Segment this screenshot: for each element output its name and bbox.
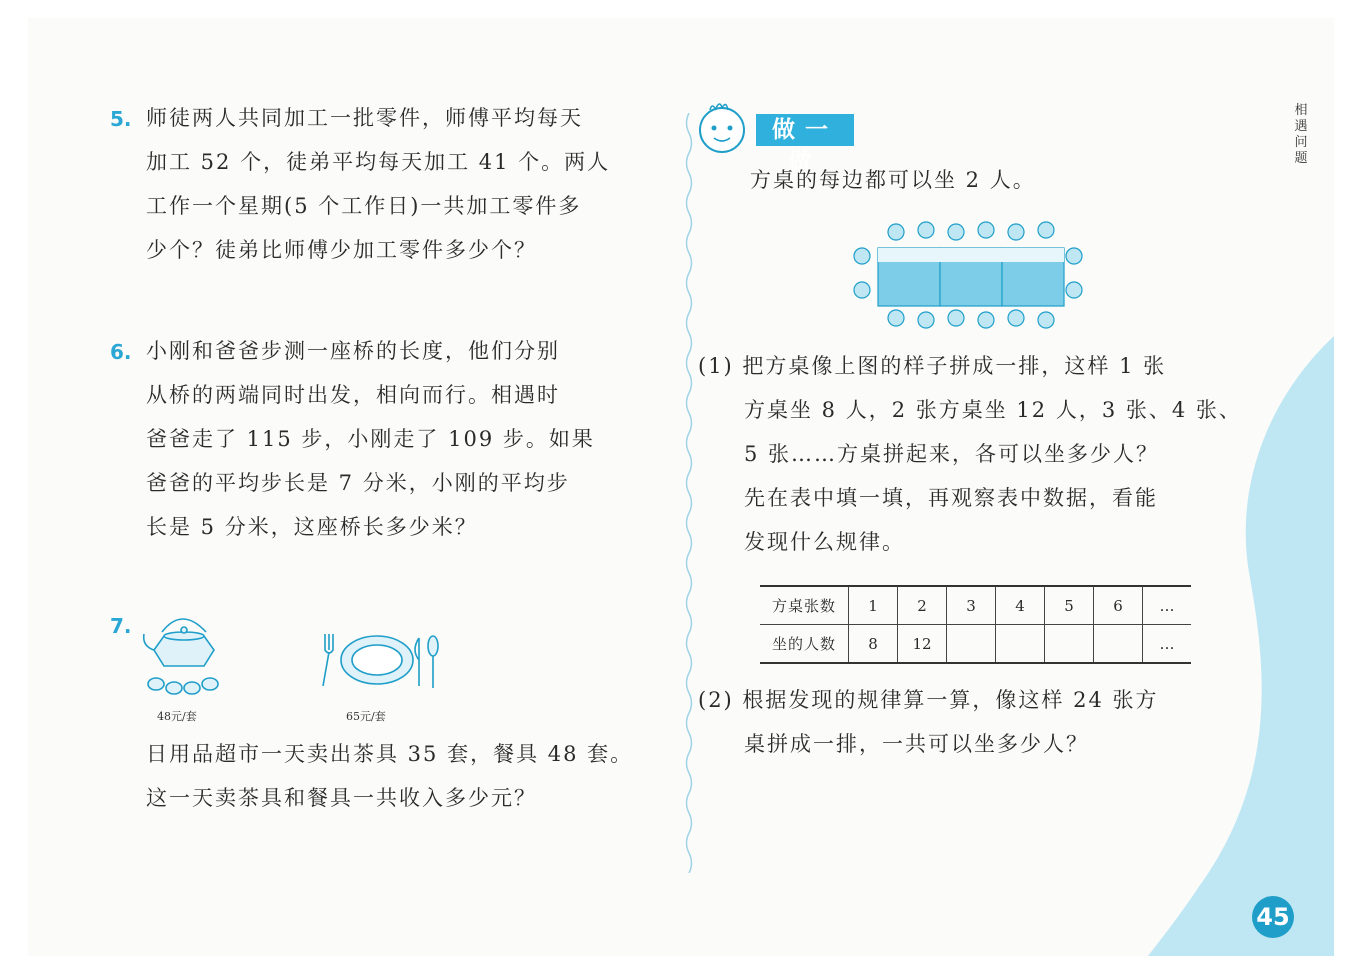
table-cell: … <box>1143 586 1192 625</box>
activity-part-2: (2) 根据发现的规律算一算，像这样 24 张方 桌拼成一排，一共可以坐多少人？ <box>698 688 1159 756</box>
answer-cell[interactable] <box>1045 625 1094 664</box>
tables-and-people-table <box>760 585 1191 664</box>
table-cell: 4 <box>996 586 1045 625</box>
question-6-number: 6. <box>110 340 132 364</box>
table-cell: 6 <box>1094 586 1143 625</box>
question-5-text: 师徒两人共同加工一批零件，师傅平均每天 加工 52 个，徒弟平均每天加工 41 个。两人 工作一个星期(5 个工作日)一共加工零件多 少个？徒弟比师傅少加工零件多少个？ <box>146 106 611 262</box>
table-cell: 8 <box>849 625 898 664</box>
table-cell: 3 <box>947 586 996 625</box>
page-divider <box>683 113 695 873</box>
tableware-price: 65元/套 <box>346 710 386 723</box>
table-cell: 1 <box>849 586 898 625</box>
answer-cell[interactable] <box>996 625 1045 664</box>
table-cell: 2 <box>898 586 947 625</box>
people-at-tables-image <box>848 218 1088 338</box>
tableware-set-image <box>315 630 445 690</box>
answer-cell[interactable] <box>947 625 996 664</box>
row-label: 方桌张数 <box>771 597 836 615</box>
chapter-tab: 相 遇 问 题 <box>1294 103 1308 166</box>
page-number: 45 <box>1252 896 1294 938</box>
activity-part-1: (1) 把方桌像上图的样子拼成一排，这样 1 张 方桌坐 8 人，2 张方桌坐 12 人，3 张、4 张、 5 张……方桌拼起来，各可以坐多少人？ 先在表中填一填，再观察表中数据，看能 发现什么规律。 <box>698 354 1242 554</box>
table-cell: … <box>1143 625 1192 664</box>
smiling-face-icon <box>696 100 756 160</box>
question-5-number: 5. <box>110 107 132 131</box>
question-6-text: 小刚和爸爸步测一座桥的长度，他们分别 从桥的两端同时出发，相向而行。相遇时 爸爸走了 115 步，小刚走了 109 步。如果 爸爸的平均步长是 7 分米，小刚的平均步 长是 5 分米，这座桥长多少米？ <box>146 339 595 539</box>
table-cell: 5 <box>1045 586 1094 625</box>
teapot-set-image <box>140 610 230 702</box>
question-7-number: 7. <box>110 614 132 638</box>
activity-badge: 做一做 <box>756 114 854 146</box>
teapot-price: 48元/套 <box>157 710 197 723</box>
answer-cell[interactable] <box>1094 625 1143 664</box>
question-7-text: 日用品超市一天卖出茶具 35 套，餐具 48 套。 这一天卖茶具和餐具一共收入多少元？ <box>146 742 634 810</box>
table-row <box>760 586 1191 625</box>
table-cell: 12 <box>898 625 947 664</box>
activity-intro: 方桌的每边都可以坐 2 人。 <box>750 168 1036 192</box>
row-label: 坐的人数 <box>760 625 849 664</box>
table-row <box>760 625 1191 664</box>
